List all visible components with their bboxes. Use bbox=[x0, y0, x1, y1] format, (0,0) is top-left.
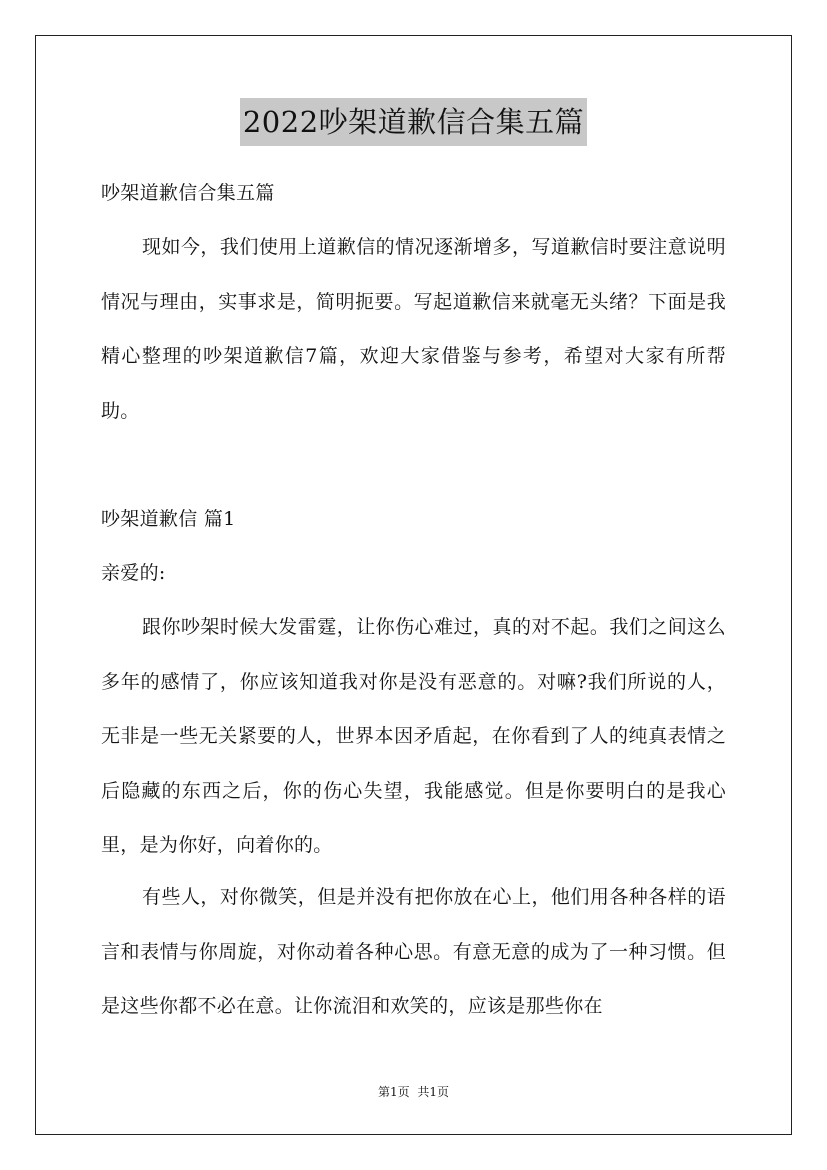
intro-block bbox=[101, 220, 726, 438]
body-paragraph: 跟你吵架时候大发雷霆，让你伤心难过，真的对不起。我们之间这么多年的感情了，你应该知道我对你是没有恶意的。对嘛?我们所说的人，无非是一些无关紧要的人，世界本因矛盾起，在你看到了人的纯真表情之后隐藏的东西之后，你的伤心失望，我能感觉。但是你要明白的是我心里，是为你好，向着你的。 bbox=[101, 616, 726, 856]
page-number: 第1页 bbox=[378, 1085, 410, 1099]
page-total: 共1页 bbox=[417, 1085, 449, 1099]
letter-body-2 bbox=[101, 870, 726, 1034]
salutation-block bbox=[101, 546, 726, 600]
body-paragraph: 有些人，对你微笑，但是并没有把你放在心上，他们用各种各样的语言和表情与你周旋，对你动着各种心思。有意无意的成为了一种习惯。但是这些你都不必在意。让你流泪和欢笑的，应该是那些你在 bbox=[101, 886, 726, 1017]
intro-paragraph: 现如今，我们使用上道歉信的情况逐渐增多，写道歉信时要注意说明情况与理由，实事求是，简明扼要。写起道歉信来就毫无头绪？下面是我精心整理的吵架道歉信7篇，欢迎大家借鉴与参考，希望对大家有所帮助。 bbox=[101, 236, 726, 422]
document-title: 2022吵架道歉信合集五篇 bbox=[240, 98, 587, 146]
letter-body-1 bbox=[101, 600, 726, 873]
document-subtitle: 吵架道歉信合集五篇 bbox=[101, 182, 275, 204]
title-container bbox=[0, 98, 827, 146]
salutation: 亲爱的: bbox=[101, 562, 166, 584]
subtitle-block bbox=[101, 166, 726, 220]
section-heading-block bbox=[101, 492, 726, 546]
section-heading: 吵架道歉信 篇1 bbox=[101, 508, 236, 530]
page-footer bbox=[0, 1083, 827, 1100]
